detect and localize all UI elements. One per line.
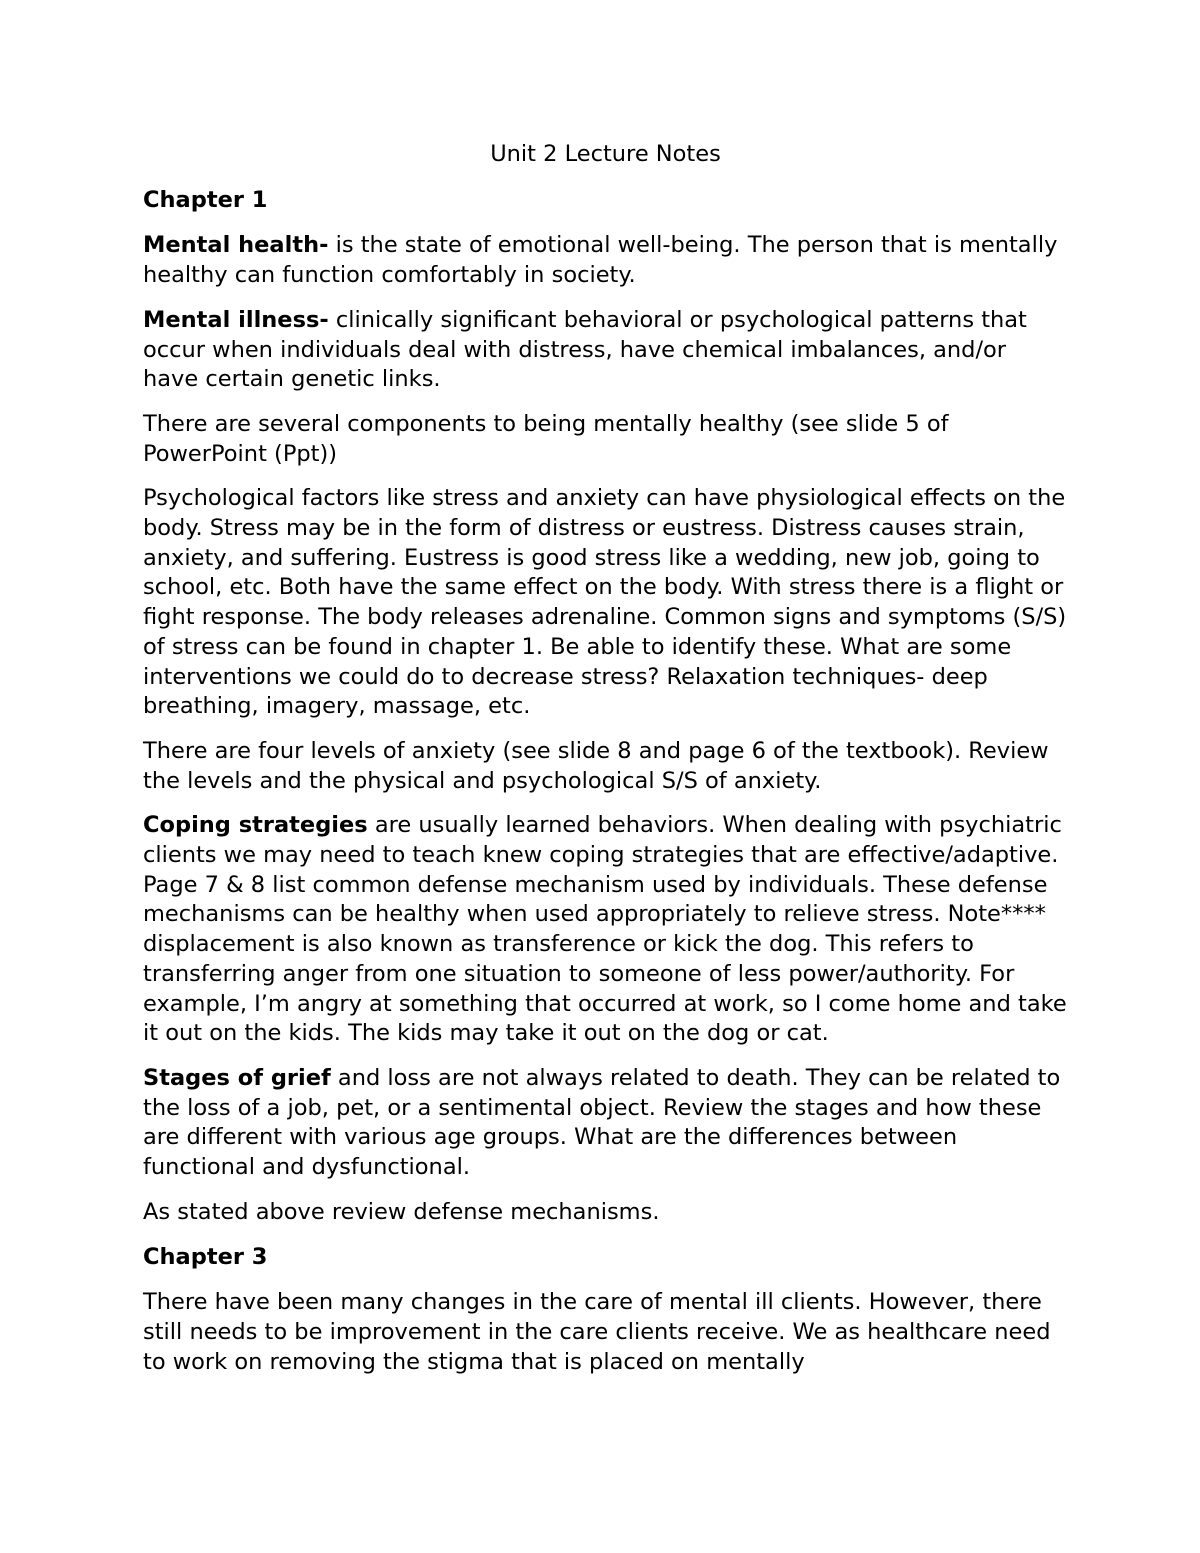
grief-term: Stages of grief xyxy=(143,1064,331,1091)
chapter-3-heading: Chapter 3 xyxy=(143,1243,268,1270)
coping-text: are usually learned behaviors. When dealing with psychiatric clients we may need to teach knew coping strategies that are effective/adaptive. Page 7 & 8 list common defense mechanism used by individuals. These defense mechanisms can be healthy when used appropriately to relieve stress. Note**** displacement is also known as transference or kick the dog. This refers to transferring anger from one situation to someone of less power/authority. For example, I’m angry at something that occurred at work, so I come home and take it out on the kids. The kids may take it out on the dog or cat. xyxy=(143,812,1067,1047)
grief-text: and loss are not always related to death. They can be related to the loss of a job, pet, or a sentimental object. Review the stages and how these are different with various age groups. What are the differences between functional and dysfunctional. xyxy=(143,1064,1061,1181)
mental-health-term: Mental health- xyxy=(143,232,329,259)
coping-paragraph xyxy=(143,811,1068,1049)
mental-illness-term: Mental illness- xyxy=(143,306,329,333)
stress-paragraph: Psychological factors like stress and anxiety can have physiological effects on the body. Stress may be in the form of distress or eustress. Distress causes strain, anxiety, and suffering. Eustress is good stress like a wedding, new job, going to school, etc. Both have the same effect on the body. With stress there is a flight or fight response. The body releases adrenaline. Common signs and symptoms (S/S) of stress can be found in chapter 1. Be able to identify these. What are some interventions we could do to decrease stress? Relaxation techniques- deep breathing, imagery, massage, etc. xyxy=(143,485,1067,720)
mental-health-definition: is the state of emotional well-being. The person that is mentally healthy can function comfortably in society. xyxy=(143,232,1058,289)
defense-review-paragraph: As stated above review defense mechanisms. xyxy=(143,1198,660,1225)
care-paragraph: There have been many changes in the care of mental ill clients. However, there still needs to be improvement in the care clients receive. We as healthcare need to work on removing the stigma that is placed on mentally xyxy=(143,1289,1051,1375)
chapter-1-heading: Chapter 1 xyxy=(143,186,268,213)
coping-term: Coping strategies xyxy=(143,812,368,839)
grief-paragraph xyxy=(143,1064,1068,1183)
mental-health-paragraph xyxy=(143,231,1068,290)
components-paragraph: There are several components to being mentally healthy (see slide 5 of PowerPoint (Ppt)) xyxy=(143,410,949,467)
mental-illness-paragraph xyxy=(143,306,1068,395)
anxiety-paragraph: There are four levels of anxiety (see slide 8 and page 6 of the textbook). Review the levels and the physical and psychological S/S of anxiety. xyxy=(143,737,1049,794)
document-body xyxy=(143,140,1068,1392)
document-title: Unit 2 Lecture Notes xyxy=(490,141,721,167)
mental-illness-definition: clinically significant behavioral or psychological patterns that occur when individuals deal with distress, have chemical imbalances, and/or have certain genetic links. xyxy=(143,306,1027,393)
